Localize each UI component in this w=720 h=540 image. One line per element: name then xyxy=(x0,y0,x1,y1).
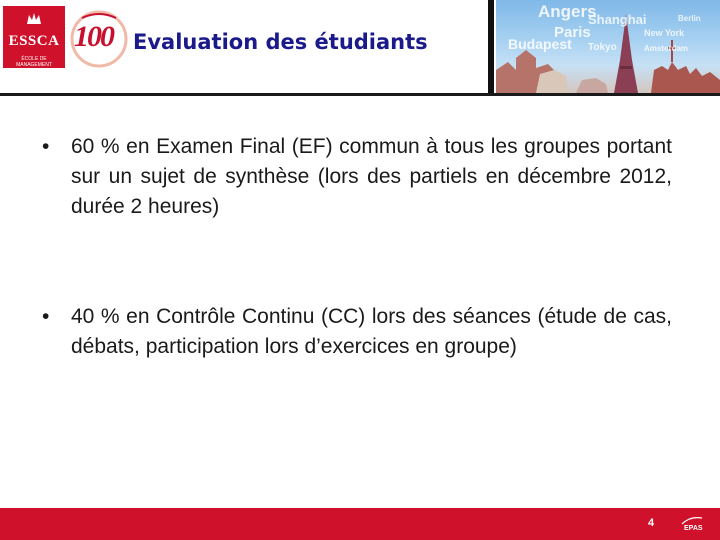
slide-footer xyxy=(0,508,720,540)
essca-logo-name: ESSCA xyxy=(8,33,60,49)
bullet-symbol: • xyxy=(42,135,50,158)
bullet-symbol: • xyxy=(42,305,50,328)
city-word: Budapest xyxy=(508,36,572,52)
epas-logo xyxy=(676,512,712,538)
city-word: Paris xyxy=(554,24,591,41)
city-word: Angers xyxy=(538,2,597,21)
city-word: Amsterdam xyxy=(644,44,689,53)
bullet-text: 60 % en Examen Final (EF) commun à tous les groupes portant sur un sujet de synthèse (lors des partiels en décembre 2012, durée 2 heures) xyxy=(71,135,672,218)
slide-title: Evaluation des étudiants xyxy=(133,30,428,54)
title-divider xyxy=(488,0,494,94)
anniversary-100-logo xyxy=(68,8,130,70)
city-banner-image xyxy=(496,0,720,93)
bullet-item xyxy=(40,302,672,362)
city-word: New York xyxy=(644,28,685,38)
essca-logo xyxy=(3,6,65,68)
slide-header xyxy=(0,0,720,95)
essca-logo-tagline: ÉCOLE DE MANAGEMENT xyxy=(16,56,52,68)
city-word: Berlin xyxy=(678,14,701,23)
bullet-text: 40 % en Contrôle Continu (CC) lors des séances (étude de cas, débats, participation lors d’exercices en groupe) xyxy=(71,305,672,358)
page-number: 4 xyxy=(648,517,655,529)
bullet-item xyxy=(40,132,672,222)
epas-logo-name: EPAS xyxy=(684,525,703,532)
city-word: Tokyo xyxy=(588,42,617,53)
header-rule xyxy=(0,93,720,96)
crest-icon xyxy=(25,12,43,26)
anniversary-number: 100 xyxy=(74,20,113,53)
slide-content xyxy=(40,132,672,362)
city-word: Shanghai xyxy=(588,12,647,27)
